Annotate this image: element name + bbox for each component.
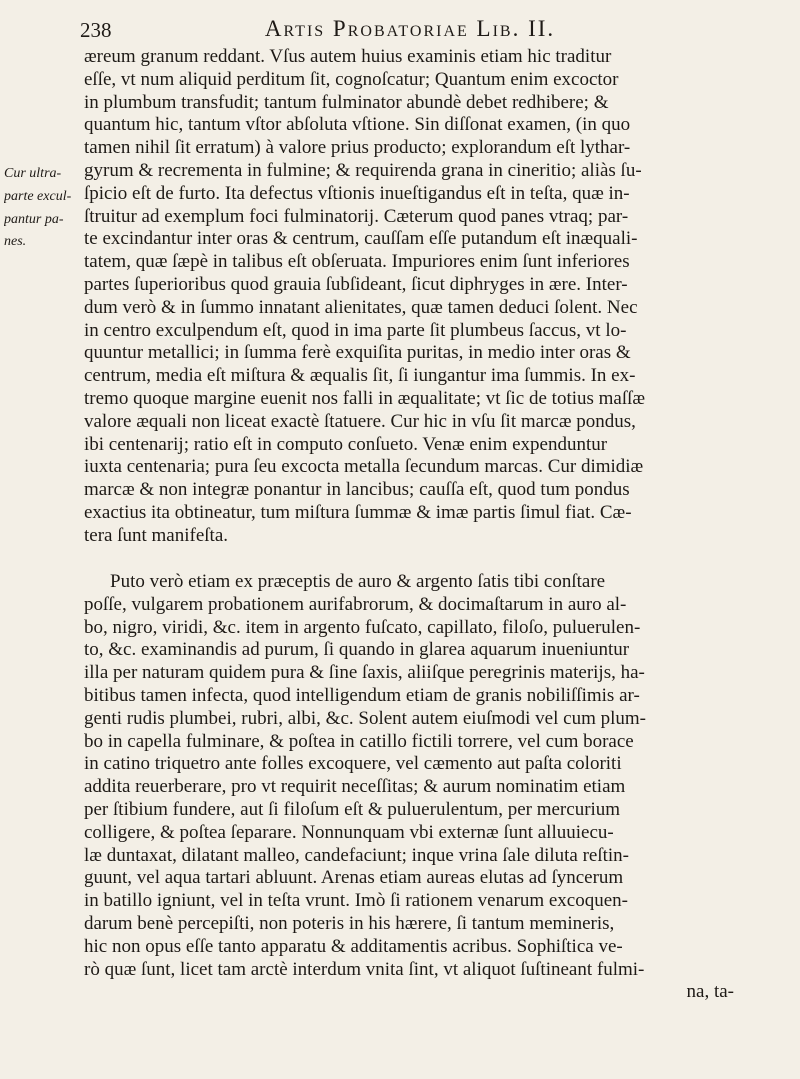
text-line: æreum granum reddant. Vſus autem huius examinis etiam hic traditur [84,46,612,67]
text-line: addita reuerberare, pro vt requirit neceſſitas; & aurum nominatim etiam [84,776,626,798]
text-line: in plumbum transfudit; tantum fulminator abundè debet redhibere; & [84,91,609,113]
text-line: partes ſuperioribus quod grauia ſubſideant, ſicut diphryges in ære. Inter- [84,273,628,295]
page-header [80,14,740,46]
text-line: tamen nihil ſit erratum) à valore prius producto; explorandum eſt lythar- [84,137,631,159]
text-line: dum verò & in ſummo innatant alienitates, quæ tamen deduci ſolent. Nec [84,296,638,318]
text-line: in batillo igniunt, vel in teſta vrunt. Imò ſi rationem venarum excoquen- [84,890,629,912]
running-head: Artis Probatoriae Lib. II. [264,16,556,41]
paragraph-2 [84,571,754,1004]
text-line: gyrum & recrementa in fulmine; & requirenda grana in cineritio; aliàs ſu- [84,159,642,181]
text-line: ſpicio eſt de furto. Ita defectus vſtionis inueſtigandus eſt in teſta, quæ in- [84,182,630,204]
text-line: genti rudis plumbei, rubri, albi, &c. Solent autem eiuſmodi vel cum plum- [84,707,646,729]
text-line: ibi centenarij; ratio eſt in computo conſueto. Venæ enim expenduntur [84,433,608,455]
text-line: te excindantur inter oras & centrum, cauſſam eſſe putandum eſt inæquali- [84,228,638,250]
text-line: in centro exculpendum eſt, quod in ima parte ſit plumbeus ſaccus, vt lo- [84,319,627,341]
text-line: bo in capella fulminare, & poſtea in catillo fictili torrere, vel cum borace [84,730,634,752]
text-line: tera ſunt manifeſta. [84,524,229,546]
margin-note-line: nes. [4,234,27,250]
text-line: tatem, quæ ſæpè in talibus eſt obſeruata. Impuriores enim ſunt inferiores [84,251,630,273]
margin-note-line: parte excul- [4,188,72,204]
margin-note [4,163,82,254]
text-line: exactius ita obtineatur, tum miſtura ſummæ & imæ partis ſimul fiat. Cæ- [84,501,632,523]
margin-note-line: Cur ultra- [4,166,62,181]
text-line: quantum hic, tantum vſtor abſoluta vſtione. Sin diſſonat examen, (in quo [84,114,631,136]
text-line: tremo quoque margine euenit nos falli in æqualitate; vt ſic de totius maſſæ [84,387,646,409]
text-line: in catino triquetro ante folles excoquere, vel cæmento aut paſta coloriti [84,753,622,775]
page-number: 238 [80,18,112,42]
text-line: guunt, vel aqua tartari abluunt. Arenas etiam aureas elutas ad ſyncerum [84,867,624,889]
text-line: centrum, media eſt miſtura & æqualis ſit, ſi iungantur ima ſummis. In ex- [84,365,636,387]
text-line: læ duntaxat, dilatant malleo, candefaciunt; inque vrina ſale diluta reſtin- [84,844,630,866]
text-line: iuxta centenaria; pura ſeu excocta metalla ſecundum marcas. Cur dimidiæ [84,456,644,478]
text-line: per ſtibium fundere, aut ſi filoſum eſt & puluerulentum, per mercurium [84,798,621,820]
text-line: illa per naturam quidem pura & ſine ſaxis, aliiſque peregrinis materijs, ha- [84,662,645,684]
text-line: valore æquali non liceat exactè ſtatuere. Cur hic in vſu ſit marcæ pondus, [84,410,636,432]
text-line: bitibus tamen infecta, quod intelligendum etiam de granis nobiliſſimis ar- [84,684,640,706]
text-line: quuntur metallici; in ſumma ferè exquiſita puritas, in medio inter oras & [84,342,631,364]
text-line: marcæ & non integræ ponantur in lancibus; cauſſa eſt, quod tum pondus [84,479,630,501]
text-line: ſtruitur ad exemplum foci fulminatorij. Cæterum quod panes vtraq; par- [84,205,629,227]
text-line: colligere, & poſtea ſeparare. Nonnunquam vbi externæ ſunt alluuiecu- [84,821,614,843]
text-line: na, ta- [686,981,734,1003]
paragraph-1 [84,46,754,548]
margin-note-line: pantur pa- [4,211,64,227]
text-line: hic non opus eſſe tanto apparatu & additamentis acribus. Sophiſtica ve- [84,935,623,957]
text-line: eſſe, vt num aliquid perditum ſit, cognoſcatur; Quantum enim excoctor [84,68,619,90]
text-line: rò quæ ſunt, licet tam arctè interdum vnita ſint, vt aliquot ſuſtineant fulmi- [84,958,645,980]
text-line: to, &c. examinandis ad purum, ſi quando in glarea aquarum inueniuntur [84,639,630,661]
text-line: Puto verò etiam ex præceptis de auro & argento ſatis tibi conſtare [110,571,606,592]
text-line: poſſe, vulgarem probationem aurifabrorum, & docimaſtarum in auro al- [84,593,627,615]
text-line: bo, nigro, viridi, &c. item in argento fuſcato, capillato, filoſo, puluerulen- [84,616,641,638]
text-line: darum benè percepiſti, non poteris in his hærere, ſi tantum memineris, [84,912,615,934]
